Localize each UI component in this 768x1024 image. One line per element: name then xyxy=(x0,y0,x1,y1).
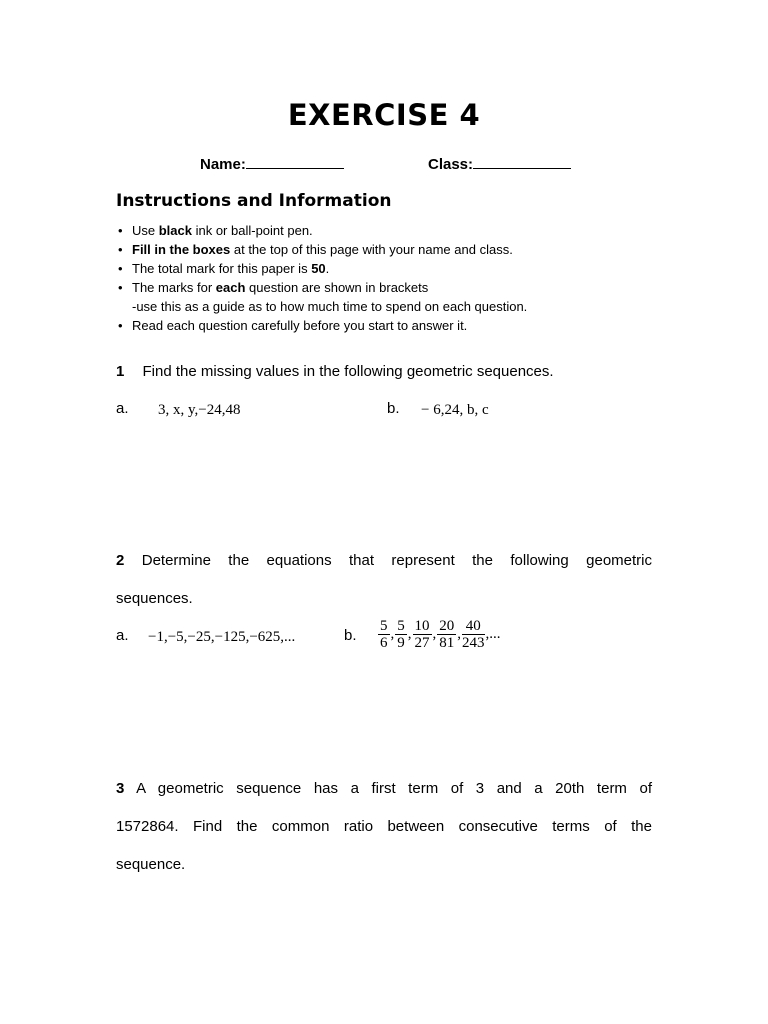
fraction: $\frac{40}{243}$ xyxy=(462,618,485,651)
instruction-continuation: -use this as a guide as to how much time to spend on each question. xyxy=(132,299,528,314)
question-number: 1 xyxy=(116,363,125,380)
question-text: Find the missing values in the following geometric sequences. xyxy=(142,363,554,380)
part-b-label: b. xyxy=(344,627,357,644)
question-2 xyxy=(116,552,652,569)
instruction-item: • Use black ink or ball-point pen. xyxy=(118,223,313,238)
name-blank[interactable] xyxy=(246,154,344,169)
instruction-item: • Read each question carefully before you start to answer it. xyxy=(118,318,468,333)
class-field xyxy=(428,154,571,173)
fraction: $\frac{20}{81}$ xyxy=(439,618,455,651)
question-number: 2 xyxy=(116,552,125,569)
question-number: 3 xyxy=(116,780,125,797)
fraction: $\frac{5}{6}$ xyxy=(380,618,388,651)
question-3-continued: 1572864. Find the common ratio between consecutive terms of the xyxy=(116,818,652,835)
question-text: A geometric sequence has a first term of 3 and a 20th term of xyxy=(136,780,652,797)
instruction-item: • The marks for each question are shown in brackets xyxy=(118,280,429,295)
q1-part-a-sequence: 3, x, y,−24,48 xyxy=(158,402,241,418)
q1-part-b-sequence: − 6,24, b, c xyxy=(421,402,489,418)
class-blank[interactable] xyxy=(473,154,571,169)
part-a-label: a. xyxy=(116,400,129,417)
q2-part-b-sequence: $\frac{5}{6}$ , $\frac{5}{9}$ , $\frac{10}{27}$ , $\frac{20}{81}$ , $\frac{40}{243}$ ,... xyxy=(380,618,501,651)
name-field xyxy=(200,154,344,173)
question-1 xyxy=(116,363,652,380)
part-b-label: b. xyxy=(387,400,400,417)
question-3 xyxy=(116,780,652,797)
question-3-continued-2: sequence. xyxy=(116,856,186,873)
part-a-label: a. xyxy=(116,627,129,644)
question-2-continued: sequences. xyxy=(116,590,193,607)
instruction-item: • Fill in the boxes at the top of this page with your name and class. xyxy=(118,242,513,257)
class-label: Class: xyxy=(428,156,474,173)
fraction: $\frac{10}{27}$ xyxy=(414,618,430,651)
q2-part-a-sequence: −1,−5,−25,−125,−625,... xyxy=(148,629,296,645)
instruction-item: • The total mark for this paper is 50. xyxy=(118,261,330,276)
page-title: EXERCISE 4 xyxy=(287,98,481,132)
instructions-heading: Instructions and Information xyxy=(116,191,392,211)
instructions-list xyxy=(116,221,676,335)
question-text: Determine the equations that represent the following geometric xyxy=(141,552,652,569)
fraction: $\frac{5}{9}$ xyxy=(397,618,405,651)
name-label: Name: xyxy=(200,156,246,173)
